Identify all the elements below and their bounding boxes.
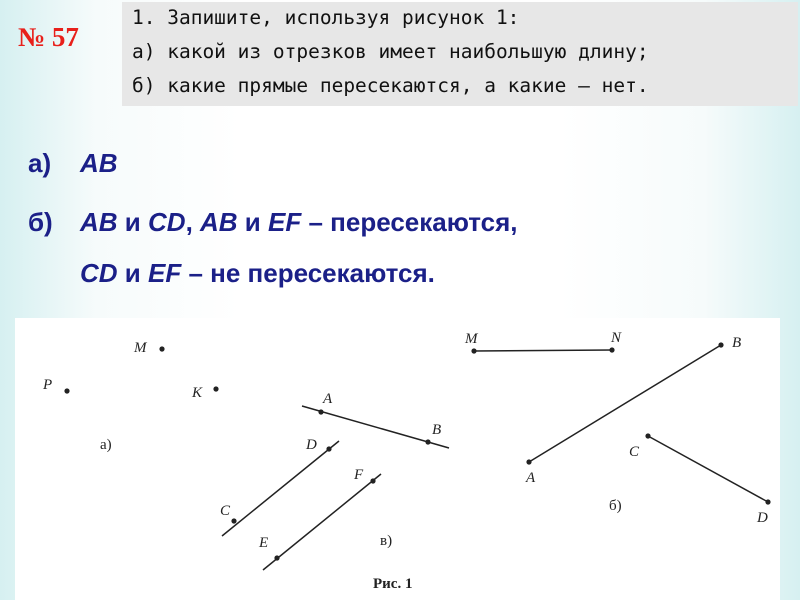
label-m-a: M xyxy=(134,340,147,356)
label-k: K xyxy=(192,385,203,401)
label-f-v: F xyxy=(354,467,364,483)
label-n-b: N xyxy=(611,330,622,346)
label-c-b: C xyxy=(629,444,640,460)
answer-b-marker: б) xyxy=(28,207,53,237)
task-line-3: б) какие прямые пересекаются, а какие — нет. xyxy=(132,74,649,97)
figure-drawing xyxy=(15,318,780,600)
point-b-b xyxy=(718,342,723,347)
label-m-b: M xyxy=(465,331,478,347)
point-c-v xyxy=(231,518,236,523)
answer-b-line-2: CD и EF – не пересекаются. xyxy=(80,258,435,288)
point-a-b xyxy=(526,459,531,464)
segment-ab-b xyxy=(529,345,721,462)
task-statement-box xyxy=(122,2,798,106)
point-n-b xyxy=(609,347,614,352)
label-a-v: A xyxy=(323,391,333,407)
point-p xyxy=(64,388,69,393)
part-label-v: в) xyxy=(380,533,393,549)
label-b-v: B xyxy=(432,422,442,438)
label-d-v: D xyxy=(306,437,317,453)
point-d-b xyxy=(765,499,770,504)
point-a-v xyxy=(318,409,323,414)
task-line-2: а) какой из отрезков имеет наибольшую длину; xyxy=(132,40,649,63)
task-line-1: 1. Запишите, используя рисунок 1: xyxy=(132,6,520,29)
answer-a-text: AB xyxy=(80,148,118,178)
answer-a-marker: а) xyxy=(28,148,52,178)
point-m-b xyxy=(471,348,476,353)
figure-panel xyxy=(15,318,780,600)
point-b-v xyxy=(425,439,430,444)
point-k xyxy=(213,386,218,391)
point-f-v xyxy=(370,478,375,483)
answer-b-line-1: AB и CD, AB и EF – пересекаются, xyxy=(80,207,518,237)
label-a-b: A xyxy=(526,470,536,486)
task-number: № 57 xyxy=(18,22,79,52)
point-d-v xyxy=(326,446,331,451)
figure-caption: Рис. 1 xyxy=(373,576,413,592)
label-b-b: B xyxy=(732,335,742,351)
point-m-a xyxy=(159,346,164,351)
label-e-v: E xyxy=(259,535,269,551)
label-c-v: C xyxy=(220,503,231,519)
point-e-v xyxy=(274,555,279,560)
part-label-a: а) xyxy=(100,437,112,453)
part-label-b: б) xyxy=(609,498,622,514)
segment-cd-b xyxy=(648,436,768,502)
segment-mn xyxy=(474,350,612,351)
label-p: P xyxy=(43,377,53,393)
label-d-b: D xyxy=(757,510,768,526)
point-c-b xyxy=(645,433,650,438)
